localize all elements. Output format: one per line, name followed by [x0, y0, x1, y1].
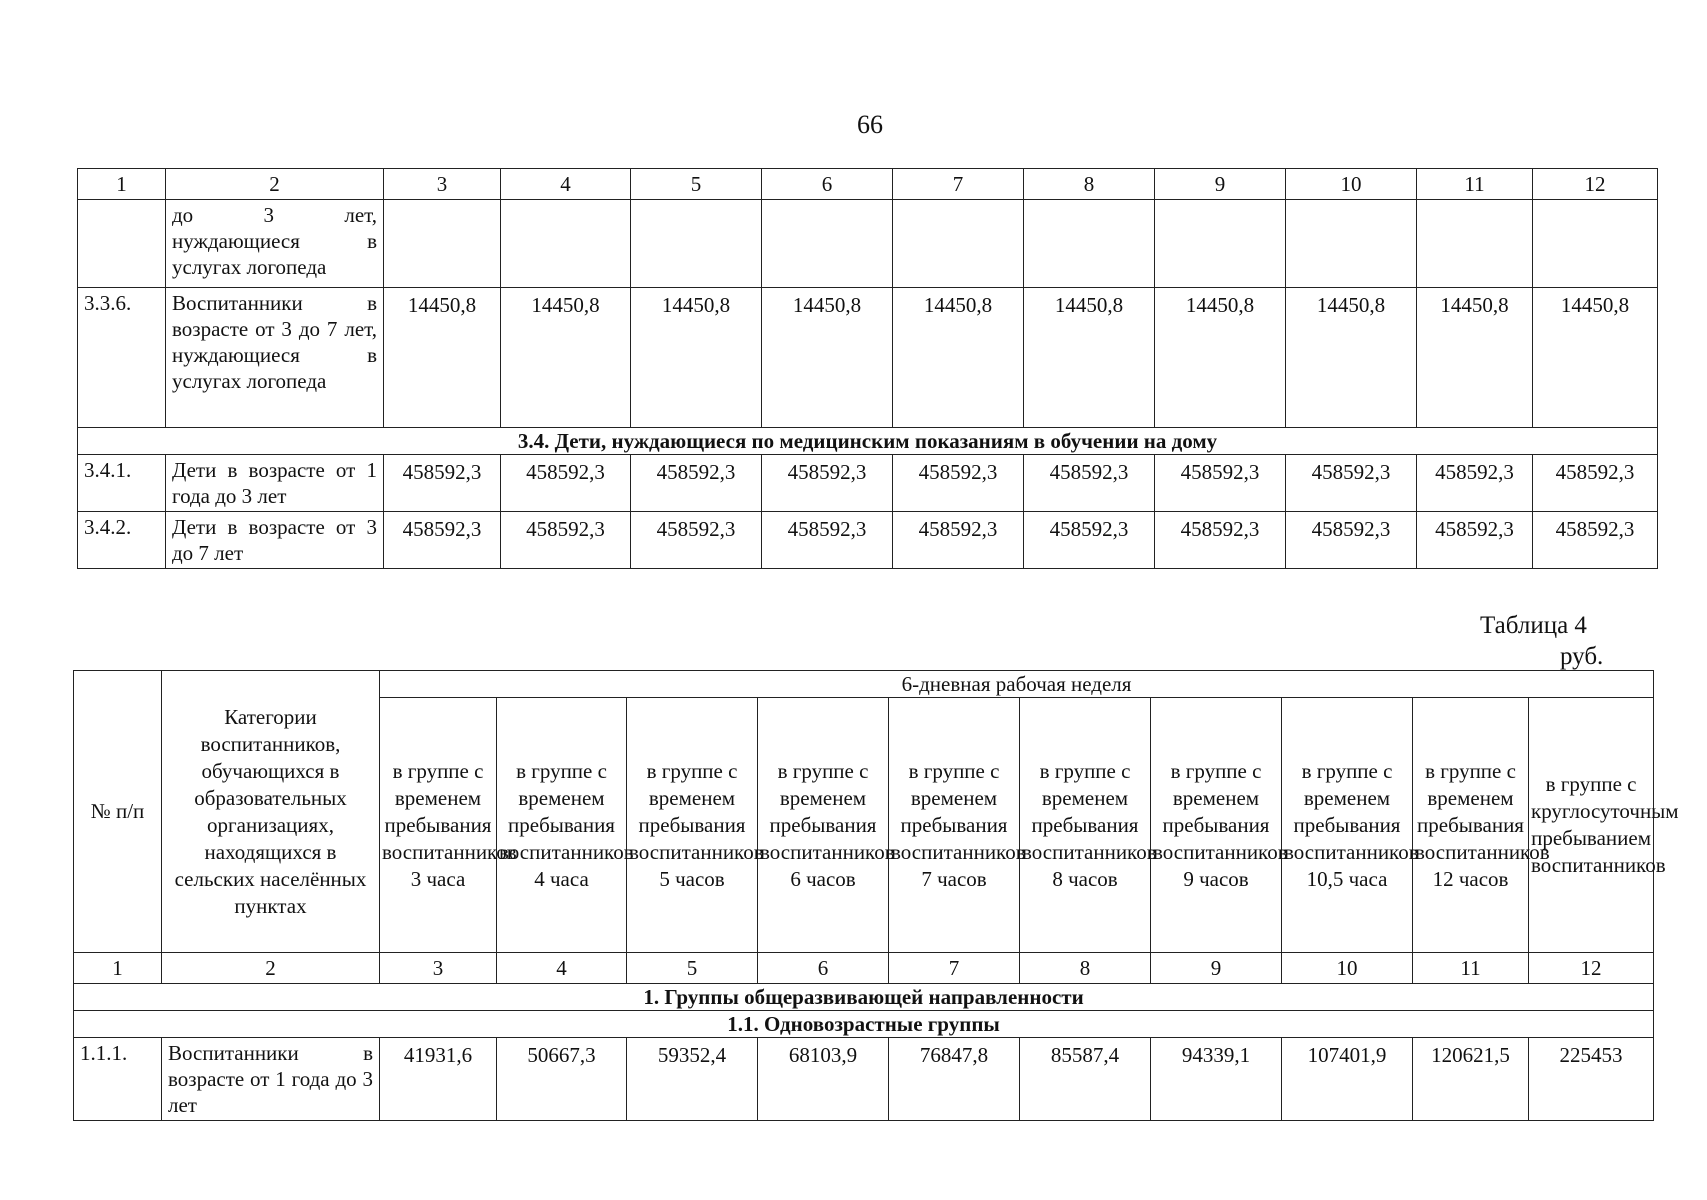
cost-value: 458592,3	[631, 512, 762, 569]
cost-value: 458592,3	[762, 455, 893, 512]
col-number: 12	[1529, 953, 1654, 984]
col-number: 9	[1155, 169, 1286, 200]
subsection-heading: 1.1. Одновозрастные группы	[74, 1011, 1654, 1038]
cost-value: 68103,9	[758, 1038, 889, 1121]
section-heading: 1. Группы общеразвивающей направленности	[74, 984, 1654, 1011]
cost-value: 76847,8	[889, 1038, 1020, 1121]
table-row	[78, 455, 1658, 512]
group-header: в группе с временем пребывания воспитанников 9 часов	[1151, 698, 1282, 953]
number-column-header: № п/п	[74, 671, 162, 953]
cost-value: 458592,3	[893, 512, 1024, 569]
cost-value: 458592,3	[1417, 512, 1533, 569]
group-header: в группе с временем пребывания воспитанников 5 часов	[627, 698, 758, 953]
cost-value: 458592,3	[1533, 512, 1658, 569]
row-number: 3.4.2.	[78, 512, 166, 569]
category-description: Дети в возрасте от 3 до 7 лет	[166, 512, 384, 569]
table-caption: Таблица 4	[1480, 612, 1587, 639]
col-number: 9	[1151, 953, 1282, 984]
cost-value: 458592,3	[1286, 455, 1417, 512]
group-header: в группе с временем пребывания воспитанников 3 часа	[380, 698, 497, 953]
tariff-table-continuation	[77, 168, 1658, 569]
col-number: 1	[74, 953, 162, 984]
group-header: в группе с временем пребывания воспитанников 10,5 часа	[1282, 698, 1413, 953]
group-header: в группе с круглосуточным пребыванием воспитанников	[1529, 698, 1654, 953]
col-number: 8	[1020, 953, 1151, 984]
cost-value: 14450,8	[501, 288, 631, 428]
cost-value: 458592,3	[384, 455, 501, 512]
group-header: в группе с временем пребывания воспитанников 7 часов	[889, 698, 1020, 953]
currency-unit: руб.	[1560, 643, 1604, 670]
col-number: 2	[162, 953, 380, 984]
cost-value: 458592,3	[384, 512, 501, 569]
cost-value: 458592,3	[1155, 512, 1286, 569]
category-description: Воспитанники в возрасте от 1 года до 3 лет	[162, 1038, 380, 1121]
cost-value: 107401,9	[1282, 1038, 1413, 1121]
col-number: 7	[889, 953, 1020, 984]
cost-value: 225453	[1529, 1038, 1654, 1121]
page-number: 66	[857, 110, 883, 139]
row-number: 3.4.1.	[78, 455, 166, 512]
group-header: в группе с временем пребывания воспитанников 6 часов	[758, 698, 889, 953]
table-row	[78, 288, 1658, 428]
col-number: 8	[1024, 169, 1155, 200]
col-number: 4	[497, 953, 627, 984]
col-number: 3	[380, 953, 497, 984]
col-number: 6	[758, 953, 889, 984]
cost-value: 14450,8	[1286, 288, 1417, 428]
col-number: 7	[893, 169, 1024, 200]
col-number: 11	[1417, 169, 1533, 200]
row-number: 3.3.6.	[78, 288, 166, 428]
cost-value: 14450,8	[762, 288, 893, 428]
section-heading: 3.4. Дети, нуждающиеся по медицинским показаниям в обучении на дому	[78, 428, 1658, 455]
column-number-row	[74, 953, 1654, 984]
cost-value: 458592,3	[1155, 455, 1286, 512]
column-number-row	[78, 169, 1658, 200]
cost-value: 14450,8	[1155, 288, 1286, 428]
cost-value: 458592,3	[631, 455, 762, 512]
col-number: 3	[384, 169, 501, 200]
cost-value: 41931,6	[380, 1038, 497, 1121]
tariff-table-4	[73, 670, 1679, 1121]
cost-value: 14450,8	[1024, 288, 1155, 428]
cost-value: 50667,3	[497, 1038, 627, 1121]
cost-value: 14450,8	[893, 288, 1024, 428]
cost-value: 458592,3	[501, 512, 631, 569]
group-header: в группе с временем пребывания воспитанников 12 часов	[1413, 698, 1529, 953]
table-row	[78, 512, 1658, 569]
row-number: 1.1.1.	[74, 1038, 162, 1121]
category-description: Воспитанники в возрасте от 3 до 7 лет, нуждающиеся в услугах логопеда	[166, 288, 384, 428]
cost-value: 458592,3	[1286, 512, 1417, 569]
col-number: 12	[1533, 169, 1658, 200]
cost-value: 85587,4	[1020, 1038, 1151, 1121]
subsection-row	[74, 1011, 1654, 1038]
table-row	[74, 1038, 1654, 1121]
col-number: 4	[501, 169, 631, 200]
cost-value: 14450,8	[631, 288, 762, 428]
category-column-header: Категории воспитанников, обучающихся в образовательных организациях, находящихся в сельских населённых пунктах	[162, 671, 380, 953]
cost-value: 458592,3	[762, 512, 893, 569]
cost-value: 458592,3	[1417, 455, 1533, 512]
group-header: в группе с временем пребывания воспитанников 4 часа	[497, 698, 627, 953]
col-number: 2	[166, 169, 384, 200]
col-number: 10	[1286, 169, 1417, 200]
col-number: 6	[762, 169, 893, 200]
cost-value: 458592,3	[1533, 455, 1658, 512]
cost-value: 458592,3	[893, 455, 1024, 512]
work-week-header: 6-дневная рабочая неделя	[380, 671, 1654, 698]
col-number: 10	[1282, 953, 1413, 984]
cost-value: 94339,1	[1151, 1038, 1282, 1121]
cost-value: 14450,8	[384, 288, 501, 428]
group-header: в группе с временем пребывания воспитанников 8 часов	[1020, 698, 1151, 953]
header-row	[74, 671, 1654, 698]
section-row	[74, 984, 1654, 1011]
section-row	[78, 428, 1658, 455]
cost-value: 458592,3	[1024, 512, 1155, 569]
table-row	[78, 200, 1658, 288]
col-number: 1	[78, 169, 166, 200]
category-description: Дети в возрасте от 1 года до 3 лет	[166, 455, 384, 512]
category-description: до 3 лет, нуждающиеся в услугах логопеда	[166, 200, 384, 288]
cost-value: 14450,8	[1533, 288, 1658, 428]
cost-value: 59352,4	[627, 1038, 758, 1121]
cost-value: 120621,5	[1413, 1038, 1529, 1121]
cost-value: 14450,8	[1417, 288, 1533, 428]
col-number: 11	[1413, 953, 1529, 984]
cost-value: 458592,3	[1024, 455, 1155, 512]
col-number: 5	[631, 169, 762, 200]
col-number: 5	[627, 953, 758, 984]
cost-value: 458592,3	[501, 455, 631, 512]
